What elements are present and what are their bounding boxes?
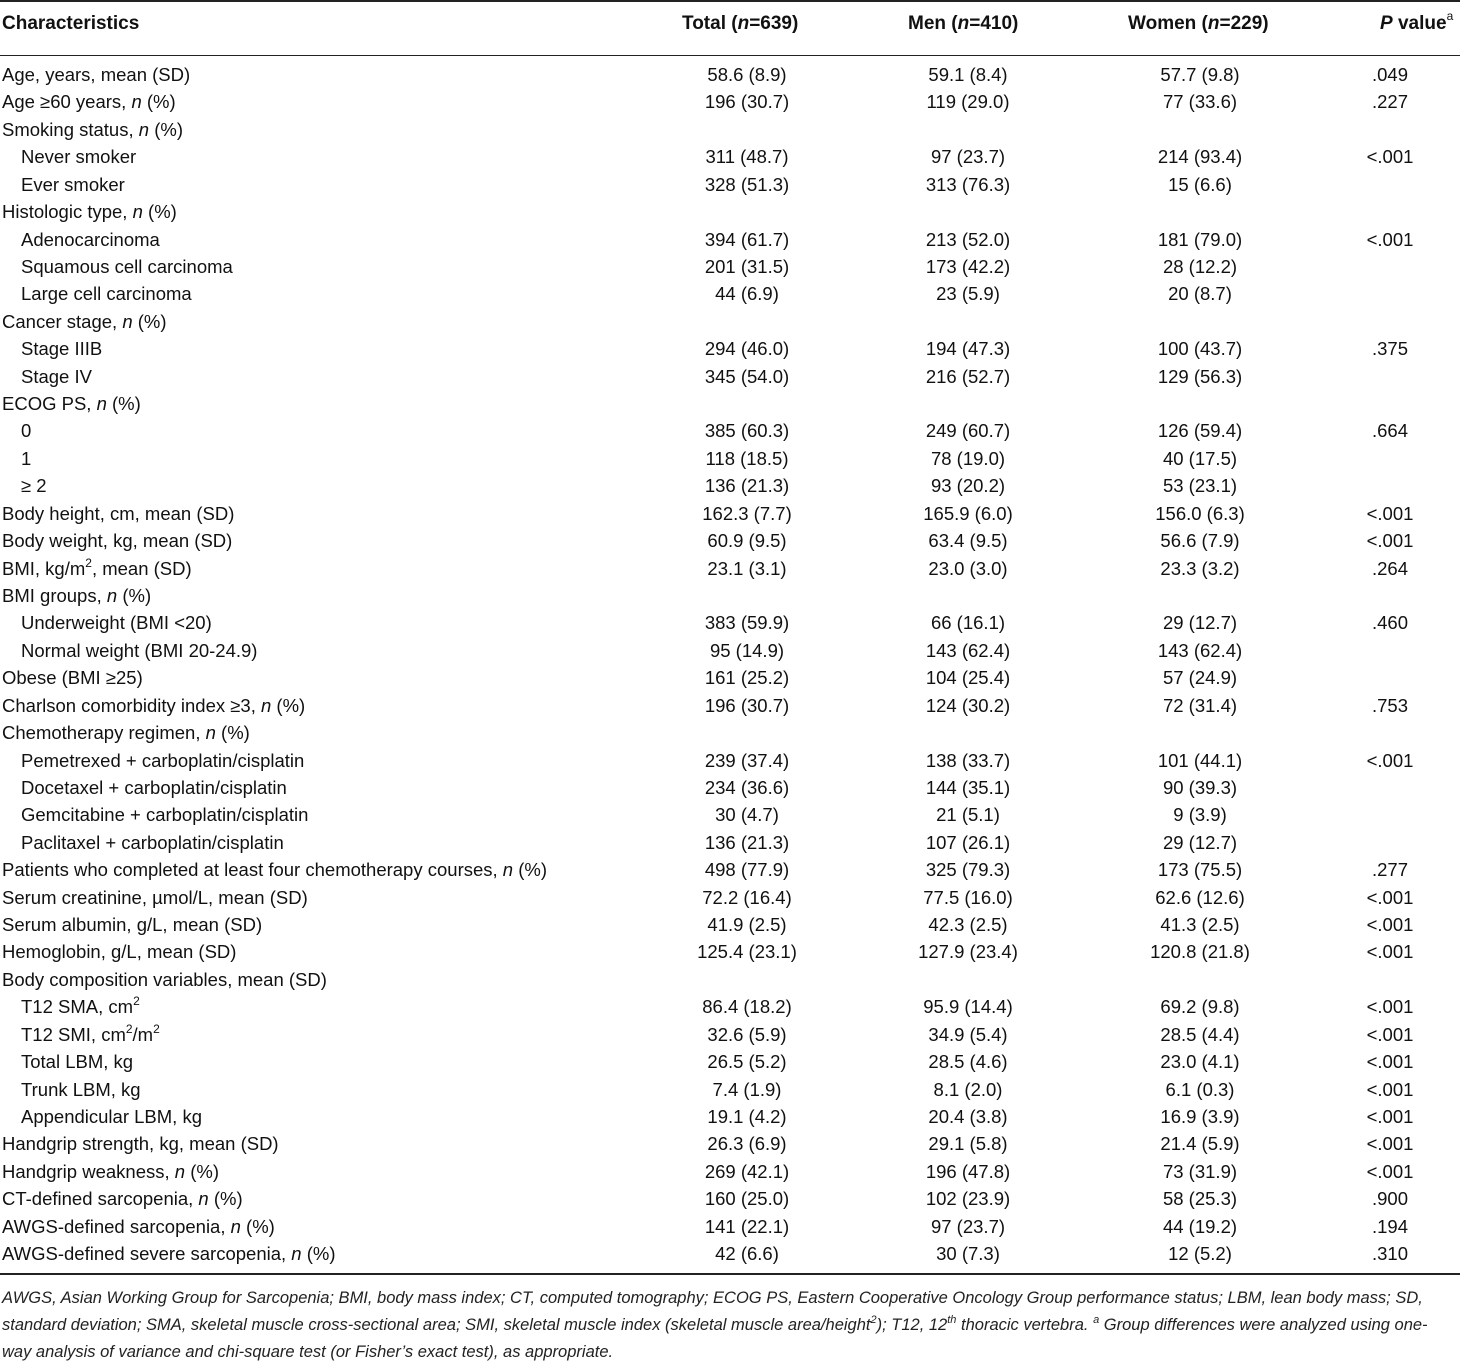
p-value: .049 <box>1371 64 1408 85</box>
total-value: 7.4 (1.9) <box>712 1078 782 1100</box>
men-value: 138 (33.7) <box>925 749 1011 771</box>
row-label: Total LBM, kg <box>21 1051 134 1073</box>
women-value: 126 (59.4) <box>1157 420 1243 442</box>
women-value: 156.0 (6.3) <box>1155 502 1245 524</box>
total-value: 26.3 (6.9) <box>707 1133 787 1155</box>
table-row <box>0 88 1460 115</box>
women-value: 15 (6.6) <box>1168 173 1232 195</box>
p-value: <.001 <box>1366 886 1414 908</box>
table-row <box>0 445 1460 472</box>
total-value: 196 (30.7) <box>704 91 790 113</box>
total-value: 86.4 (18.2) <box>702 996 792 1018</box>
table-row <box>0 1048 1460 1075</box>
table-row <box>0 61 1460 88</box>
men-value: 102 (23.9) <box>925 1188 1011 1210</box>
table-row <box>0 335 1460 362</box>
row-label: Gemcitabine + carboplatin/cisplatin <box>21 804 309 826</box>
men-value: 119 (29.0) <box>926 91 1010 113</box>
total-value: 118 (18.5) <box>705 447 789 469</box>
women-value: 29 (12.7) <box>1162 612 1238 634</box>
total-value: 196 (30.7) <box>704 694 790 716</box>
row-label: Body weight, kg, mean (SD) <box>2 530 233 552</box>
women-value: 56.6 (7.9) <box>1160 530 1240 552</box>
row-label: Handgrip strength, kg, mean (SD) <box>2 1133 279 1155</box>
women-value: 90 (39.3) <box>1162 776 1238 798</box>
table-header-rule <box>0 55 1460 56</box>
women-value: 101 (44.1) <box>1157 749 1243 771</box>
p-value: <.001 <box>1366 1133 1414 1155</box>
p-value: <.001 <box>1366 1051 1414 1073</box>
men-value: 249 (60.7) <box>925 420 1011 442</box>
row-label: Body composition variables, mean (SD) <box>2 968 327 990</box>
women-value: 28.5 (4.4) <box>1160 1023 1240 1045</box>
total-value: 41.9 (2.5) <box>707 914 787 936</box>
row-label: Patients who completed at least four chemotherapy courses, n (%) <box>2 859 548 881</box>
row-label: Body height, cm, mean (SD) <box>2 502 235 524</box>
men-value: 8.1 (2.0) <box>933 1078 1003 1100</box>
table-row <box>0 116 1460 143</box>
p-value: .227 <box>1371 91 1408 113</box>
women-value: 143 (62.4) <box>1157 639 1243 661</box>
women-value: 12 (5.2) <box>1168 1243 1232 1265</box>
women-value: 173 (75.5) <box>1157 859 1243 881</box>
row-label: Underweight (BMI <20) <box>21 612 212 634</box>
total-value: 44 (6.9) <box>715 283 779 305</box>
p-value: <.001 <box>1366 502 1414 524</box>
header-characteristics: Characteristics <box>2 13 140 34</box>
men-value: 23.0 (3.0) <box>928 557 1008 579</box>
women-value: 16.9 (3.9) <box>1160 1105 1240 1127</box>
men-value: 29.1 (5.8) <box>928 1133 1008 1155</box>
row-label: Trunk LBM, kg <box>21 1078 141 1100</box>
total-value: 383 (59.9) <box>704 612 790 634</box>
men-value: 216 (52.7) <box>925 365 1011 387</box>
p-value: <.001 <box>1366 146 1414 168</box>
women-value: 41.3 (2.5) <box>1160 914 1240 936</box>
row-label: Age ≥60 years, n (%) <box>2 91 176 113</box>
women-value: 44 (19.2) <box>1162 1215 1238 1237</box>
table-footnote: AWGS, Asian Working Group for Sarcopenia; BMI, body mass index; CT, computed tomography; ECOG PS, Eastern Cooperative Oncology Group performance status; LBM, lean body mass; SD, standard deviation; SMA, skeletal muscle cross-sectional area; SMI, skeletal muscle index (skeletal muscle area/height$^2$); T12, 12th thoracic vertebra. $^a$ Group differences were analyzed using one-way analysis of variance and chi-square test (or Fisher’s exact test), as appropriate. <box>2 1289 1428 1361</box>
women-value: 28 (12.2) <box>1162 255 1238 277</box>
table-row <box>0 1103 1460 1130</box>
men-value: 194 (47.3) <box>925 338 1011 360</box>
table-row <box>0 1130 1460 1157</box>
total-value: 239 (37.4) <box>704 749 790 771</box>
women-value: 23.0 (4.1) <box>1160 1051 1240 1073</box>
table-row <box>0 253 1460 280</box>
row-label: Docetaxel + carboplatin/cisplatin <box>21 776 287 798</box>
p-value: .194 <box>1371 1215 1408 1237</box>
table-row <box>0 280 1460 307</box>
row-label: Chemotherapy regimen, n (%) <box>2 722 250 744</box>
row-label: Histologic type, n (%) <box>2 201 177 223</box>
total-value: 19.1 (4.2) <box>707 1105 787 1127</box>
women-value: 73 (31.9) <box>1162 1160 1238 1182</box>
row-label: Stage IIIB <box>21 338 103 360</box>
row-label: Charlson comorbidity index ≥3, n (%) <box>2 694 306 716</box>
table-row <box>0 884 1460 911</box>
row-label: Smoking status, n (%) <box>2 118 183 140</box>
table-row <box>0 1021 1460 1048</box>
row-label: 1 <box>21 447 32 469</box>
row-label: Normal weight (BMI 20-24.9) <box>21 639 258 661</box>
table-row <box>0 692 1460 719</box>
row-label: Handgrip weakness, n (%) <box>2 1160 219 1182</box>
row-label: Ever smoker <box>21 173 125 195</box>
table-row <box>0 527 1460 554</box>
men-value: 30 (7.3) <box>936 1243 1000 1265</box>
total-value: 32.6 (5.9) <box>707 1023 787 1045</box>
men-value: 107 (26.1) <box>925 831 1011 853</box>
total-value: 162.3 (7.7) <box>702 502 792 524</box>
table-row <box>0 664 1460 691</box>
table-row <box>0 417 1460 444</box>
p-value: <.001 <box>1366 914 1414 936</box>
total-value: 294 (46.0) <box>704 338 790 360</box>
women-value: 29 (12.7) <box>1162 831 1238 853</box>
total-value: 60.9 (9.5) <box>707 530 787 552</box>
table-row <box>0 198 1460 225</box>
p-value: .460 <box>1371 612 1408 634</box>
row-label: Serum creatinine, µmol/L, mean (SD) <box>2 886 308 908</box>
total-value: 234 (36.6) <box>704 776 790 798</box>
row-label: Hemoglobin, g/L, mean (SD) <box>2 941 237 963</box>
women-value: 181 (79.0) <box>1157 228 1243 250</box>
table-row <box>0 582 1460 609</box>
men-value: 165.9 (6.0) <box>923 502 1013 524</box>
women-value: 69.2 (9.8) <box>1160 996 1240 1018</box>
women-value: 6.1 (0.3) <box>1165 1078 1235 1100</box>
table-row <box>0 390 1460 417</box>
men-value: 127.9 (23.4) <box>918 941 1018 963</box>
men-value: 21 (5.1) <box>936 804 1000 826</box>
row-label: Age, years, mean (SD) <box>2 64 191 85</box>
row-label: AWGS-defined severe sarcopenia, n (%) <box>2 1243 336 1265</box>
men-value: 63.4 (9.5) <box>928 530 1008 552</box>
table-row <box>0 856 1460 883</box>
table-row <box>0 993 1460 1020</box>
p-value: <.001 <box>1366 1105 1414 1127</box>
men-value: 34.9 (5.4) <box>928 1023 1008 1045</box>
row-label: T12 SMI, $cm^2/m^2$ <box>21 1021 160 1045</box>
total-value: 498 (77.9) <box>704 859 790 881</box>
table-row <box>0 829 1460 856</box>
total-value: 201 (31.5) <box>704 255 790 277</box>
table-top-rule <box>0 0 1460 2</box>
women-value: 57.7 (9.8) <box>1160 64 1240 85</box>
women-value: 40 (17.5) <box>1162 447 1238 469</box>
women-value: 77 (33.6) <box>1162 91 1238 113</box>
row-label: Squamous cell carcinoma <box>21 255 233 277</box>
p-value: .375 <box>1371 338 1408 360</box>
table-row <box>0 1185 1460 1212</box>
table-row <box>0 801 1460 828</box>
women-value: 21.4 (5.9) <box>1160 1133 1240 1155</box>
men-value: 78 (19.0) <box>930 447 1006 469</box>
total-value: 394 (61.7) <box>704 228 790 250</box>
men-value: 104 (25.4) <box>925 667 1011 689</box>
total-value: 385 (60.3) <box>704 420 790 442</box>
table-row <box>0 1213 1460 1240</box>
table-row <box>0 308 1460 335</box>
table-row <box>0 774 1460 801</box>
men-value: 42.3 (2.5) <box>928 914 1008 936</box>
row-label: AWGS-defined sarcopenia, n (%) <box>2 1215 275 1237</box>
table-row <box>0 747 1460 774</box>
men-value: 59.1 (8.4) <box>928 64 1008 85</box>
header-p-value: P value$^a$ <box>1380 9 1454 34</box>
table-row <box>0 1240 1460 1267</box>
row-label: Cancer stage, n (%) <box>2 310 167 332</box>
table-row <box>0 555 1460 582</box>
men-value: 28.5 (4.6) <box>928 1051 1008 1073</box>
p-value: <.001 <box>1366 1078 1414 1100</box>
row-label: CT-defined sarcopenia, n (%) <box>2 1188 243 1210</box>
men-value: 95.9 (14.4) <box>923 996 1013 1018</box>
table-row <box>0 143 1460 170</box>
row-label: Stage IV <box>21 365 92 387</box>
row-label: 0 <box>21 420 32 442</box>
row-label: Paclitaxel + carboplatin/cisplatin <box>21 831 284 853</box>
men-value: 77.5 (16.0) <box>923 886 1013 908</box>
table-row <box>0 171 1460 198</box>
total-value: 141 (22.1) <box>704 1215 790 1237</box>
total-value: 136 (21.3) <box>704 475 790 497</box>
women-value: 9 (3.9) <box>1173 804 1227 826</box>
women-value: 57 (24.9) <box>1162 667 1238 689</box>
row-label: Never smoker <box>21 146 137 168</box>
total-value: 125.4 (23.1) <box>697 941 797 963</box>
row-label: BMI, $kg/m^2$, mean (SD) <box>2 555 192 579</box>
total-value: 23.1 (3.1) <box>707 557 787 579</box>
table-row <box>0 500 1460 527</box>
table-row <box>0 938 1460 965</box>
total-value: 345 (54.0) <box>704 365 790 387</box>
women-value: 214 (93.4) <box>1157 146 1243 168</box>
header-men: Men (n=410) <box>908 13 1019 34</box>
total-value: 58.6 (8.9) <box>707 64 787 85</box>
p-value: .664 <box>1371 420 1408 442</box>
p-value: <.001 <box>1366 996 1414 1018</box>
table-row <box>0 911 1460 938</box>
p-value: .264 <box>1371 557 1408 579</box>
table-row <box>0 226 1460 253</box>
women-value: 72 (31.4) <box>1162 694 1238 716</box>
table-row <box>0 966 1460 993</box>
total-value: 136 (21.3) <box>704 831 790 853</box>
women-value: 53 (23.1) <box>1162 475 1238 497</box>
men-value: 143 (62.4) <box>925 639 1011 661</box>
total-value: 269 (42.1) <box>704 1160 790 1182</box>
p-value: .310 <box>1371 1243 1408 1265</box>
row-label: ≥ 2 <box>21 475 47 497</box>
row-label: Pemetrexed + carboplatin/cisplatin <box>21 749 305 771</box>
men-value: 97 (23.7) <box>930 146 1006 168</box>
total-value: 42 (6.6) <box>715 1243 779 1265</box>
men-value: 213 (52.0) <box>925 228 1011 250</box>
total-value: 328 (51.3) <box>704 173 790 195</box>
p-value: <.001 <box>1366 941 1414 963</box>
row-label: T12 SMA, $cm^2$ <box>21 994 140 1018</box>
header-total: Total (n=639) <box>682 13 799 34</box>
row-label: Obese (BMI ≥25) <box>2 667 143 689</box>
men-value: 173 (42.2) <box>925 255 1011 277</box>
row-label: Adenocarcinoma <box>21 228 160 250</box>
header-women: Women (n=229) <box>1128 13 1269 34</box>
women-value: 129 (56.3) <box>1157 365 1243 387</box>
men-value: 124 (30.2) <box>925 694 1011 716</box>
total-value: 72.2 (16.4) <box>702 886 792 908</box>
p-value: <.001 <box>1366 530 1414 552</box>
p-value: .900 <box>1371 1188 1408 1210</box>
women-value: 58 (25.3) <box>1162 1188 1238 1210</box>
women-value: 100 (43.7) <box>1157 338 1243 360</box>
table-row <box>0 609 1460 636</box>
total-value: 30 (4.7) <box>715 804 779 826</box>
women-value: 23.3 (3.2) <box>1160 557 1240 579</box>
row-label: Appendicular LBM, kg <box>21 1105 202 1127</box>
women-value: 20 (8.7) <box>1168 283 1232 305</box>
table-row <box>0 1076 1460 1103</box>
total-value: 311 (48.7) <box>705 146 789 168</box>
men-value: 196 (47.8) <box>925 1160 1011 1182</box>
men-value: 20.4 (3.8) <box>928 1105 1008 1127</box>
men-value: 66 (16.1) <box>930 612 1006 634</box>
table-row <box>0 363 1460 390</box>
p-value: .277 <box>1371 859 1408 881</box>
p-value: .753 <box>1371 694 1408 716</box>
p-value: <.001 <box>1366 749 1414 771</box>
table-bottom-rule <box>0 1273 1460 1275</box>
table-row <box>0 1158 1460 1185</box>
men-value: 97 (23.7) <box>930 1215 1006 1237</box>
total-value: 161 (25.2) <box>704 667 790 689</box>
p-value: <.001 <box>1366 228 1414 250</box>
women-value: 120.8 (21.8) <box>1150 941 1250 963</box>
row-label: Serum albumin, g/L, mean (SD) <box>2 914 263 936</box>
men-value: 144 (35.1) <box>925 776 1011 798</box>
women-value: 62.6 (12.6) <box>1155 886 1245 908</box>
table-row <box>0 637 1460 664</box>
p-value: <.001 <box>1366 1160 1414 1182</box>
men-value: 93 (20.2) <box>930 475 1006 497</box>
men-value: 313 (76.3) <box>925 173 1011 195</box>
table-row <box>0 719 1460 746</box>
row-label: BMI groups, n (%) <box>2 584 152 606</box>
row-label: Large cell carcinoma <box>21 283 192 305</box>
men-value: 325 (79.3) <box>925 859 1011 881</box>
row-label: ECOG PS, n (%) <box>2 393 141 415</box>
total-value: 26.5 (5.2) <box>707 1051 787 1073</box>
p-value: <.001 <box>1366 1023 1414 1045</box>
men-value: 23 (5.9) <box>936 283 1000 305</box>
table-row <box>0 472 1460 499</box>
total-value: 95 (14.9) <box>709 639 785 661</box>
total-value: 160 (25.0) <box>704 1188 790 1210</box>
